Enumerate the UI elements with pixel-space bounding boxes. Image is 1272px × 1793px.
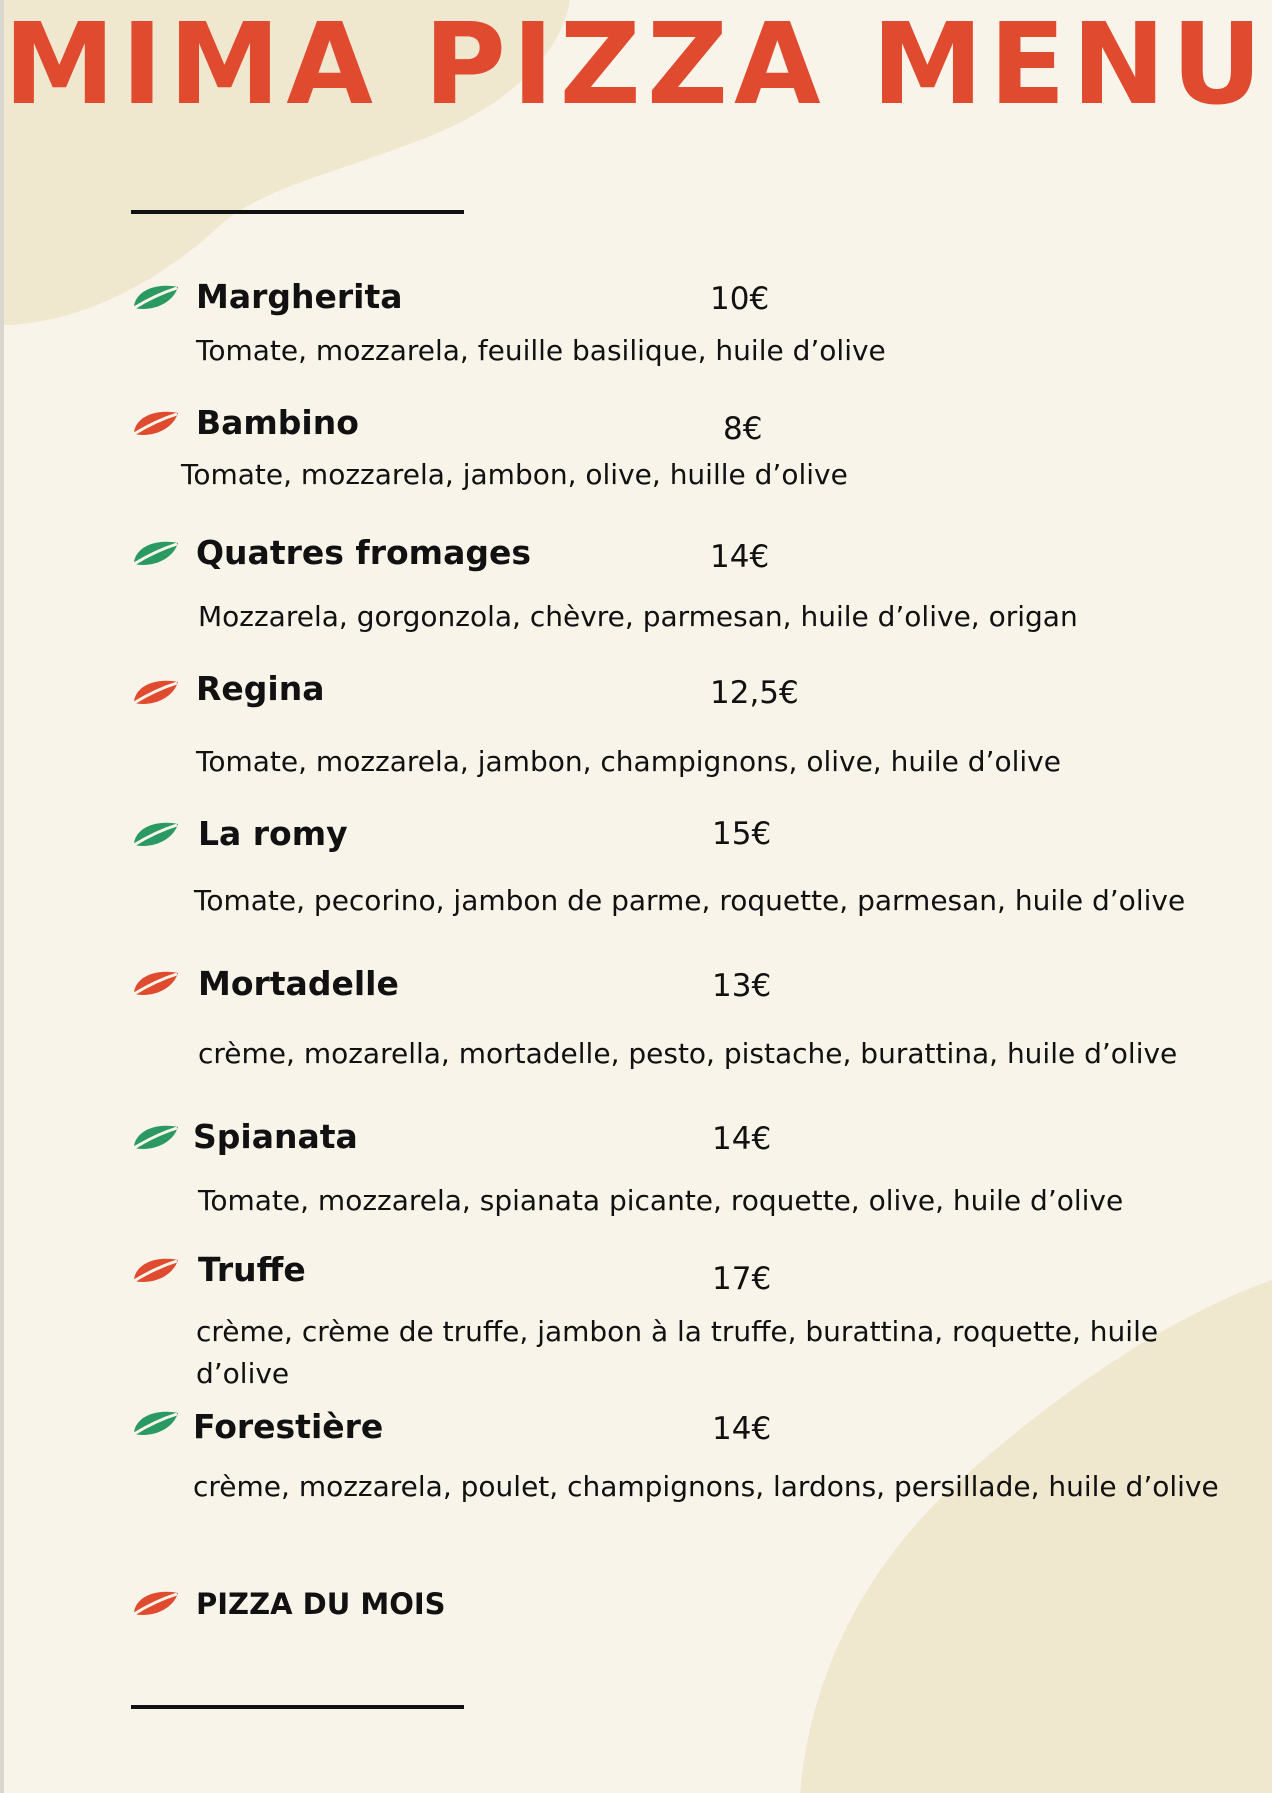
red-leaf-icon [131, 1587, 181, 1617]
item-price: 14€ [710, 539, 770, 575]
red-leaf-icon [131, 967, 181, 997]
item-description: Tomate, mozzarela, jambon, olive, huille d’olive [181, 458, 848, 491]
item-name: Mortadelle [198, 964, 399, 1003]
bottom-divider [131, 1705, 464, 1709]
item-price: 14€ [712, 1411, 772, 1447]
red-leaf-icon [131, 1254, 181, 1284]
item-name: Bambino [196, 403, 359, 442]
item-name: Spianata [193, 1117, 358, 1156]
item-description: crème, mozzarela, poulet, champignons, lardons, persillade, huile d’olive [193, 1470, 1219, 1503]
item-name: Truffe [198, 1250, 306, 1289]
item-price: 14€ [712, 1121, 772, 1157]
item-name: La romy [198, 814, 348, 853]
green-leaf-icon [131, 1407, 181, 1437]
item-description: Tomate, mozzarela, spianata picante, roquette, olive, huile d’olive [198, 1184, 1124, 1217]
red-leaf-icon [131, 676, 181, 706]
item-price: 8€ [723, 411, 763, 447]
green-leaf-icon [131, 1121, 181, 1151]
item-name: PIZZA DU MOIS [196, 1587, 446, 1621]
item-price: 10€ [710, 281, 770, 317]
item-price: 15€ [712, 816, 772, 852]
top-divider [131, 210, 464, 214]
item-description: Mozzarela, gorgonzola, chèvre, parmesan, huile d’olive, origan [198, 600, 1078, 633]
menu-title: MIMA PIZZA MENU [3, 0, 1269, 130]
page-edge [0, 0, 4, 1793]
red-leaf-icon [131, 407, 181, 437]
item-description: Tomate, mozzarela, feuille basilique, huile d’olive [196, 334, 886, 367]
item-name: Regina [196, 669, 325, 708]
item-price: 17€ [712, 1261, 772, 1297]
item-name: Margherita [196, 277, 403, 316]
item-description: crème, mozarella, mortadelle, pesto, pistache, burattina, huile d’olive [198, 1037, 1178, 1070]
item-description: Tomate, pecorino, jambon de parme, roquette, parmesan, huile d’olive [194, 884, 1186, 917]
item-price: 13€ [712, 968, 772, 1004]
green-leaf-icon [131, 818, 181, 848]
item-name: Quatres fromages [196, 533, 531, 572]
item-description: crème, crème de truffe, jambon à la truffe, burattina, roquette, huile d’olive [196, 1315, 1159, 1390]
green-leaf-icon [131, 281, 181, 311]
green-leaf-icon [131, 537, 181, 567]
item-description: Tomate, mozzarela, jambon, champignons, olive, huile d’olive [196, 745, 1061, 778]
item-name: Forestière [193, 1407, 384, 1446]
item-price: 12,5€ [710, 675, 799, 711]
